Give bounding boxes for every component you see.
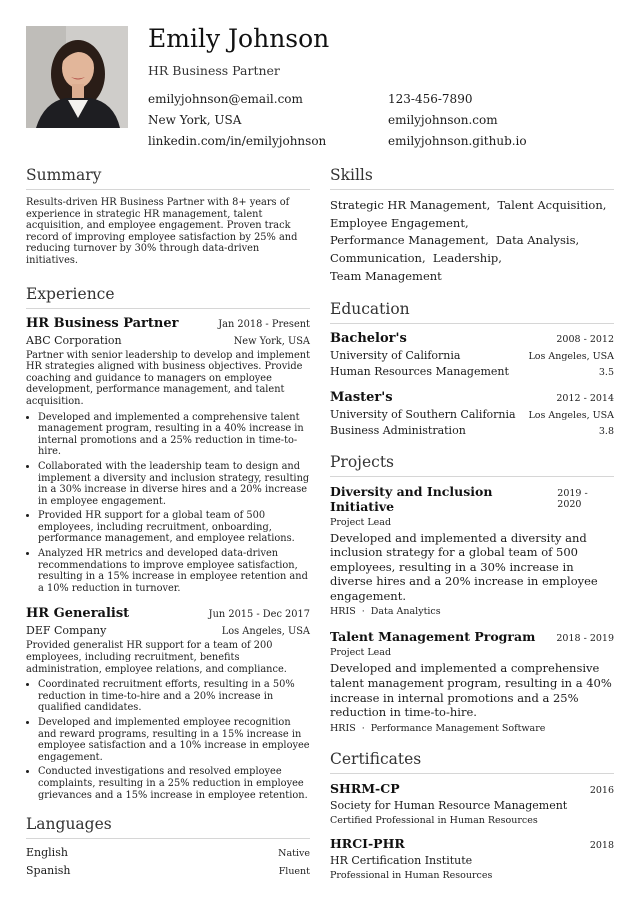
languages-heading: Languages <box>26 815 310 839</box>
project-tag: Performance Management Software <box>370 722 546 734</box>
job-entry <box>26 606 310 801</box>
certificate-year: 2016 <box>589 784 614 796</box>
job-location: Los Angeles, USA <box>221 626 310 638</box>
projects-section <box>330 453 614 734</box>
candidate-name: Emily Johnson <box>148 24 330 53</box>
school-location: Los Angeles, USA <box>528 350 614 362</box>
job-bullet: • Coordinated recruitment efforts, resulting in a 50% reduction in time-to-hire and a 20% increase in qualified candidates. <box>38 679 310 714</box>
certificate-issuer: HR Certification Institute <box>330 853 473 867</box>
portrait-image <box>26 26 128 128</box>
job-summary: Partner with senior leadership to develop and implement HR strategies aligned with business objectives. Provide coaching and guidance to managers on employee development, performance management, and talent acquisition. <box>26 349 311 407</box>
profile-photo <box>26 26 128 128</box>
contact-phone[interactable]: 123-456-7890 <box>388 92 473 106</box>
project-entry <box>330 484 614 618</box>
contact-website[interactable]: emilyjohnson.com <box>388 113 498 127</box>
languages-section <box>26 815 310 877</box>
job-summary: Provided generalist HR support for a team of 200 employees, including recruitment, benefits administration, employee relations, and compliance. <box>26 640 287 675</box>
job-bullet: • Developed and implemented a comprehensive talent management program, resulting in a 40% increase in internal promotions and a 25% reduction in time-to-hire. <box>38 412 310 458</box>
skills-list: Strategic HR Management, Talent Acquisition, Employee Engagement, Performance Management, Data Analysis, Communication, Leadership, Team Management <box>330 198 607 283</box>
job-bullet: • Collaborated with the leadership team to design and implement a diversity and inclusion strategy, resulting in a 30% increase in diverse hires and a 20% increase in employee engagement. <box>38 461 310 507</box>
contact-location: New York, USA <box>148 113 242 127</box>
project-title: Diversity and Inclusion Initiative <box>330 483 493 514</box>
certificate-year: 2018 <box>589 839 614 851</box>
project-tags: HRIS · Data Analytics <box>330 606 441 618</box>
summary-section <box>26 166 310 267</box>
language-name: Spanish <box>26 864 71 878</box>
language-level: Fluent <box>278 866 310 878</box>
job-location: New York, USA <box>233 335 310 347</box>
project-dates: 2018 - 2019 <box>556 633 614 645</box>
job-bullets <box>26 412 310 595</box>
job-company: ABC Corporation <box>26 333 122 347</box>
skill-item: Data Analysis <box>496 233 576 248</box>
skill-item: Talent Acquisition <box>497 198 603 212</box>
certificates-section <box>330 750 614 881</box>
job-dates: Jan 2018 - Present <box>218 318 310 330</box>
skills-section <box>330 166 614 286</box>
field-of-study: Human Resources Management <box>330 364 509 378</box>
project-role: Project Lead <box>330 647 392 659</box>
school: University of Southern California <box>330 407 516 421</box>
field-of-study: Business Administration <box>330 423 466 437</box>
projects-heading: Projects <box>330 453 614 477</box>
project-tag: HRIS <box>330 722 356 734</box>
certificate-name: HRCI-PHR <box>330 835 405 851</box>
certificate-entry <box>330 781 614 826</box>
project-role: Project Lead <box>330 516 392 528</box>
certificate-description: Professional in Human Resources <box>330 869 493 881</box>
job-title: HR Business Partner <box>26 315 179 331</box>
school: University of California <box>330 348 461 362</box>
project-dates: 2019 - 2020 <box>557 487 588 510</box>
job-entry <box>26 316 310 595</box>
project-description: Developed and implemented a diversity and inclusion strategy for a global team of 500 employees, resulting in a 30% increase in diverse hires and a 20% increase in employee engagement. <box>330 530 598 603</box>
right-column <box>330 166 614 881</box>
job-company: DEF Company <box>26 624 107 638</box>
job-bullet: • Provided HR support for a global team of 500 employees, including recruitment, onboarding, performance management, and employee relations. <box>38 510 310 545</box>
skill-item: Communication <box>330 251 422 266</box>
education-section <box>330 300 614 437</box>
certificate-name: SHRM-CP <box>330 780 400 796</box>
project-tag: Data Analytics <box>370 606 441 618</box>
job-dates: Jun 2015 - Dec 2017 <box>208 609 310 621</box>
education-dates: 2008 - 2012 <box>556 333 614 345</box>
job-bullets <box>26 679 310 801</box>
gpa: 3.8 <box>598 425 614 437</box>
job-bullet: • Conducted investigations and resolved employee complaints, resulting in a 25% reduction in employee grievances and a 15% increase in employee retention. <box>38 766 310 801</box>
summary-text: Results-driven HR Business Partner with 8+ years of experience in strategic HR management, talent acquisition, and employee engagement. Proven track record of improving employee satisfaction by 25% and reducing turnover by 30% through data-driven initiatives. <box>26 197 298 266</box>
skill-item: Team Management <box>330 268 442 283</box>
summary-heading: Summary <box>26 166 310 190</box>
project-tags: HRIS · Performance Management Software <box>330 722 546 734</box>
language-row <box>26 846 310 859</box>
project-description: Developed and implemented a comprehensive talent management program, resulting in a 40% increase in internal promotions and a 25% reduction in time-to-hire. <box>330 661 612 720</box>
contact-email[interactable]: emilyjohnson@email.com <box>148 92 303 106</box>
certificate-entry <box>330 836 614 881</box>
certificate-description: Certified Professional in Human Resources <box>330 814 538 826</box>
education-heading: Education <box>330 300 614 324</box>
skills-heading: Skills <box>330 166 614 190</box>
job-title: HR Generalist <box>26 606 130 622</box>
skill-item: Leadership <box>432 251 499 266</box>
project-tag: HRIS <box>330 606 356 618</box>
language-row <box>26 864 310 877</box>
experience-section <box>26 285 310 802</box>
degree: Master's <box>330 389 393 405</box>
education-entry <box>330 331 614 378</box>
language-level: Native <box>278 848 310 860</box>
skill-item: Employee Engagement <box>330 215 465 230</box>
project-entry <box>330 629 614 733</box>
certificate-issuer: Society for Human Resource Management <box>330 798 568 812</box>
education-dates: 2012 - 2014 <box>556 392 614 404</box>
language-name: English <box>26 846 68 860</box>
degree: Bachelor's <box>330 330 407 346</box>
candidate-title: HR Business Partner <box>148 63 280 78</box>
contact-github[interactable]: emilyjohnson.github.io <box>388 134 527 148</box>
certificates-heading: Certificates <box>330 750 614 774</box>
school-location: Los Angeles, USA <box>528 409 614 421</box>
project-title: Talent Management Program <box>330 629 536 645</box>
experience-heading: Experience <box>26 285 310 309</box>
skill-item: Strategic HR Management <box>330 198 487 212</box>
left-column <box>26 166 310 877</box>
job-bullet: • Developed and implemented employee recognition and reward programs, resulting in a 15% increase in employee satisfaction and a 10% increase in employee engagement. <box>38 717 310 763</box>
skill-item: Performance Management <box>330 233 486 248</box>
education-entry <box>330 390 614 437</box>
job-bullet: • Analyzed HR metrics and developed data-driven recommendations to improve employee satisfaction, resulting in a 15% increase in employee retention and a 10% reduction in turnover. <box>38 548 310 594</box>
gpa: 3.5 <box>598 366 614 378</box>
contact-linkedin[interactable]: linkedin.com/in/emilyjohnson <box>148 134 327 148</box>
